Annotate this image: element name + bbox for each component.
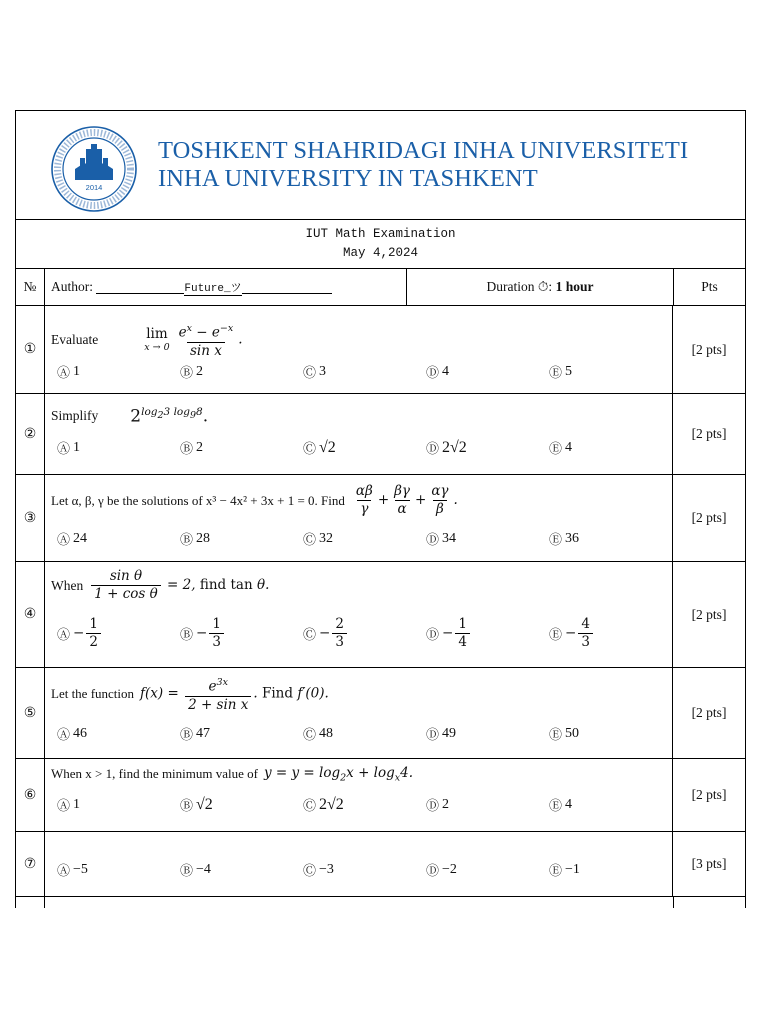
number-column-header: № xyxy=(16,269,45,305)
question-number: ⑤ xyxy=(16,668,45,758)
question-row-2 xyxy=(16,394,745,475)
duration-cell xyxy=(407,269,674,305)
university-title xyxy=(158,137,688,193)
answer-options xyxy=(57,724,672,743)
option-c[interactable]: Ⓒ 32 xyxy=(303,530,334,547)
option-b[interactable]: Ⓑ −4 xyxy=(180,861,211,878)
question-row-4 xyxy=(16,562,745,668)
author-cell xyxy=(45,269,407,305)
option-b[interactable]: Ⓑ 28 xyxy=(180,530,211,547)
question-body xyxy=(45,475,673,561)
option-a[interactable]: Ⓐ − $\frac{1}{2}$ xyxy=(57,616,180,651)
question-prompt: Simplify $2^{log_23 log_98}$. xyxy=(51,406,209,427)
question-row-5 xyxy=(16,668,745,759)
question-prompt: Evaluate lim x → 0 $\frac{e^x - e^{-x}}{\text{sin x}}$ . xyxy=(51,320,243,360)
question-number: ⑦ xyxy=(16,832,45,896)
option-b[interactable]: Ⓑ 47 xyxy=(180,725,211,742)
duration-value: 1 hour xyxy=(555,279,594,294)
option-b[interactable]: Ⓑ 2 xyxy=(180,439,204,456)
points-column-header: Pts xyxy=(701,279,718,294)
question-number: ③ xyxy=(16,475,45,561)
option-e[interactable]: Ⓔ 4 xyxy=(549,439,573,456)
option-e[interactable]: Ⓔ 50 xyxy=(549,725,580,742)
question-points: [3 pts] xyxy=(691,856,727,871)
option-b[interactable]: Ⓑ − $\frac{1}{3}$ xyxy=(180,616,303,651)
question-body xyxy=(45,668,673,758)
university-header xyxy=(16,111,745,220)
university-name-uz: TOSHKENT SHAHRIDAGI INHA UNIVERSITETI xyxy=(158,137,689,164)
option-d[interactable]: Ⓓ 2√2 xyxy=(426,438,467,456)
question-points: [2 pts] xyxy=(691,787,727,802)
option-e[interactable]: Ⓔ − $\frac{4}{3}$ xyxy=(549,616,672,651)
exam-info xyxy=(16,220,745,269)
option-c[interactable]: Ⓒ − $\frac{2}{3}$ xyxy=(303,616,426,651)
option-b[interactable]: Ⓑ √2 xyxy=(180,795,213,813)
question-body xyxy=(45,306,673,393)
answer-options xyxy=(57,795,672,814)
question-body xyxy=(45,759,673,831)
answer-options xyxy=(57,362,672,381)
author-label: Author: xyxy=(51,279,93,294)
option-d[interactable]: Ⓓ 4 xyxy=(426,363,450,380)
option-a[interactable]: Ⓐ 1 xyxy=(57,796,81,813)
duration-label: Duration ⏱: xyxy=(486,279,553,294)
question-row-7 xyxy=(16,832,745,897)
answer-options xyxy=(57,616,672,651)
question-number: ① xyxy=(16,306,45,393)
answer-options xyxy=(57,860,672,879)
question-expression: f(x) = $\frac{e^{3x}}{\text{2 + sin x}}$ . Find f′(0). xyxy=(140,677,329,713)
exam-title: IUT Math Examination xyxy=(305,227,456,241)
university-logo-icon xyxy=(50,125,138,213)
question-expression: $2^{log_23 log_98}$. xyxy=(130,406,209,427)
question-number: ④ xyxy=(16,562,45,667)
option-d[interactable]: Ⓓ 2 xyxy=(426,796,450,813)
answer-options xyxy=(57,438,672,457)
option-a[interactable]: Ⓐ 46 xyxy=(57,725,88,742)
option-c[interactable]: Ⓒ 3 xyxy=(303,363,327,380)
question-points: [2 pts] xyxy=(691,510,727,525)
option-a[interactable]: Ⓐ 1 xyxy=(57,363,81,380)
exam-date: May 4,2024 xyxy=(342,246,418,260)
option-d[interactable]: Ⓓ 49 xyxy=(426,725,457,742)
question-body xyxy=(45,562,673,667)
question-body xyxy=(45,394,673,474)
option-d[interactable]: Ⓓ 34 xyxy=(426,530,457,547)
university-name-en: INHA UNIVERSITY IN TASHKENT xyxy=(158,165,538,192)
question-row-6 xyxy=(16,759,745,832)
question-points: [2 pts] xyxy=(691,606,727,622)
question-prompt: When $\frac{\text{sin θ}}{\text{1 + cos θ}}$ = 2, find tan θ. xyxy=(51,568,270,602)
question-row-3 xyxy=(16,475,745,562)
question-points: [2 pts] xyxy=(691,426,727,441)
option-a[interactable]: Ⓐ 1 xyxy=(57,439,81,456)
question-points: [2 pts] xyxy=(691,341,727,357)
question-points: [2 pts] xyxy=(691,705,727,720)
question-expression: $y = y = \log_2x + \log_x4$. xyxy=(263,765,414,784)
option-e[interactable]: Ⓔ 36 xyxy=(549,530,580,547)
question-number: ⑥ xyxy=(16,759,45,831)
question-body xyxy=(45,832,673,896)
option-c[interactable]: Ⓒ 2√2 xyxy=(303,795,344,813)
question-expression: $\frac{\alpha\beta}{\gamma}$ + $\frac{\beta\gamma}{\alpha}$ + $\frac{\alpha\gamma}{\beta}$ . xyxy=(355,483,458,517)
question-prompt: Let the function f(x) = $\frac{e^{3x}}{\text{2 + sin x}}$ . Find f′(0). xyxy=(51,674,329,714)
question-number: ② xyxy=(16,394,45,474)
author-name: Future_ツ xyxy=(184,279,241,296)
option-b[interactable]: Ⓑ 2 xyxy=(180,363,204,380)
exam-sheet xyxy=(15,110,746,908)
exam-meta-row xyxy=(16,269,745,306)
option-a[interactable]: Ⓐ −5 xyxy=(57,861,88,878)
option-e[interactable]: Ⓔ −1 xyxy=(549,861,580,878)
answer-options xyxy=(57,529,672,548)
option-c[interactable]: Ⓒ 48 xyxy=(303,725,334,742)
question-expression: lim x → 0 $\frac{e^x - e^{-x}}{\text{sin x}}$ . xyxy=(144,323,243,359)
question-expression: $\frac{\text{sin θ}}{\text{1 + cos θ}}$ = 2, find tan θ. xyxy=(89,568,269,603)
option-c[interactable]: Ⓒ −3 xyxy=(303,861,334,878)
question-row-1 xyxy=(16,306,745,394)
option-e[interactable]: Ⓔ 4 xyxy=(549,796,573,813)
logo-year: 2014 xyxy=(85,183,103,192)
option-e[interactable]: Ⓔ 5 xyxy=(549,363,573,380)
option-c[interactable]: Ⓒ √2 xyxy=(303,438,336,456)
option-d[interactable]: Ⓓ −2 xyxy=(426,861,457,878)
question-prompt: When x > 1, find the minimum value of $y = y = \log_2x + \log_x4$. xyxy=(51,765,414,784)
question-prompt: Let α, β, γ be the solutions of x³ − 4x² + 3x + 1 = 0. Find $\frac{\alpha\beta}{\gamma}$ + $\frac{\beta\gamma}{\alpha}$ + $\frac{\alpha\gamma}{\beta}$ . xyxy=(51,483,458,517)
option-d[interactable]: Ⓓ − $\frac{1}{4}$ xyxy=(426,616,549,651)
question-row-8-partial xyxy=(16,897,745,908)
option-a[interactable]: Ⓐ 24 xyxy=(57,530,88,547)
